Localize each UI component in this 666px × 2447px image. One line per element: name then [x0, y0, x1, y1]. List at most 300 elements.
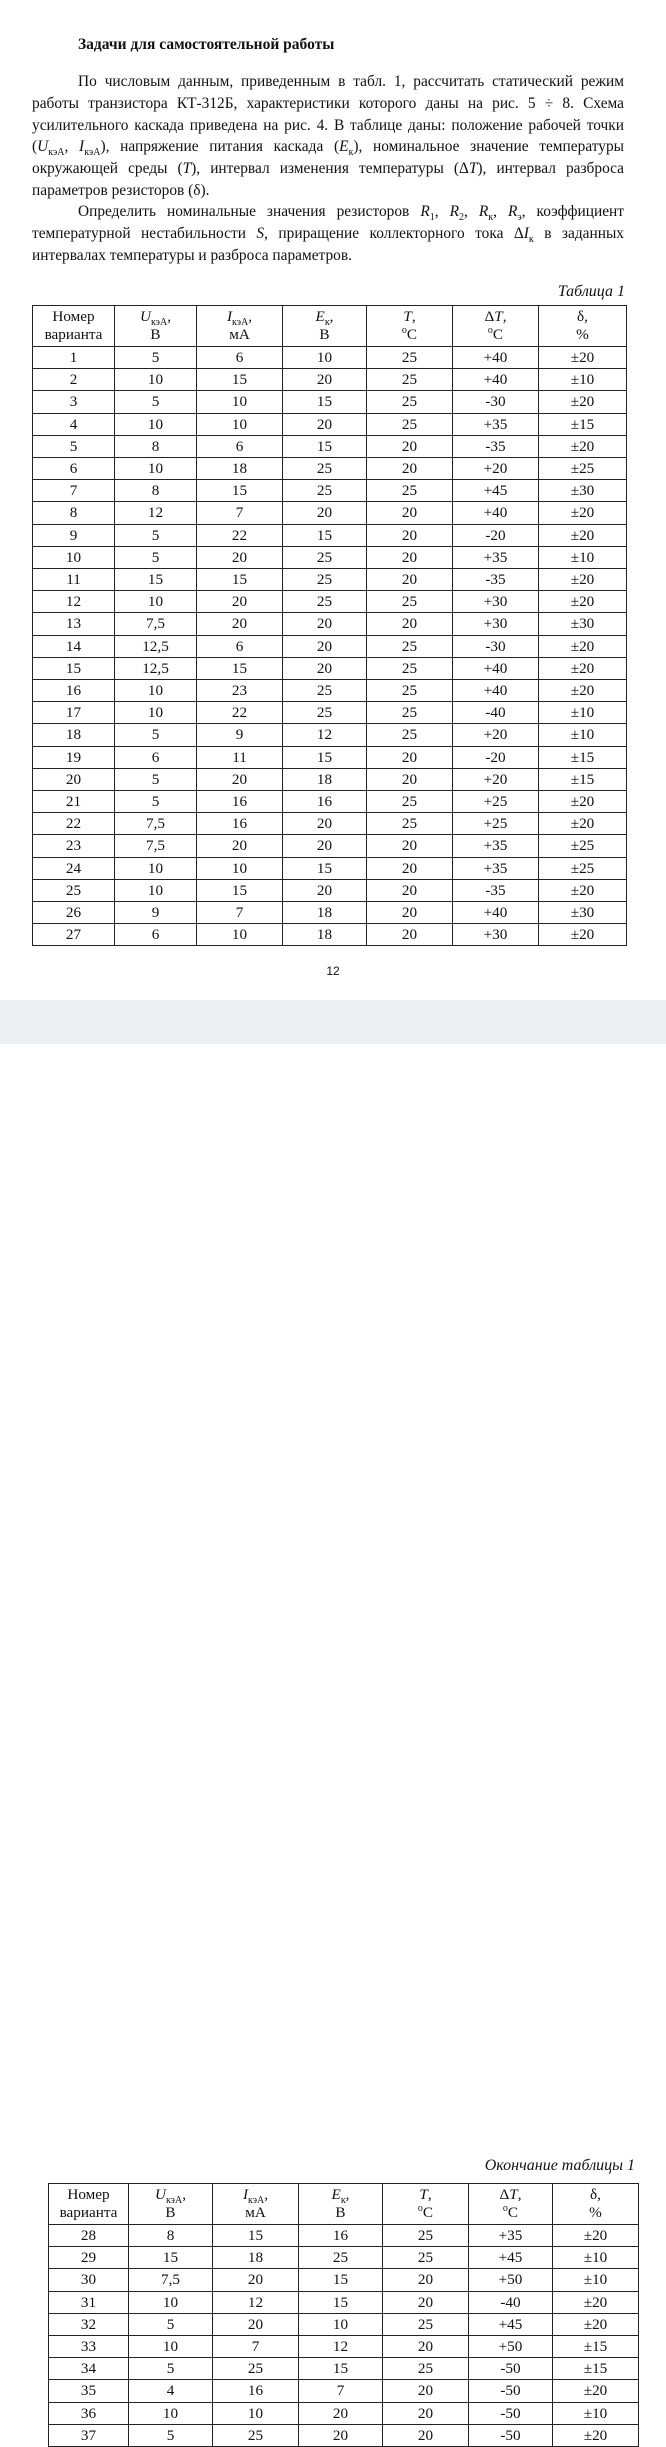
table-cell: 26: [33, 902, 115, 924]
table-cell: 25: [383, 2358, 469, 2380]
table-cell: 15: [197, 369, 283, 391]
table-cell: -30: [453, 391, 539, 413]
table-cell: 31: [49, 2291, 129, 2313]
table-cell: ±25: [539, 458, 627, 480]
table-row: [33, 702, 627, 724]
table-cell: -35: [453, 435, 539, 457]
table-cell: 25: [283, 458, 367, 480]
table-cell: 20: [367, 524, 453, 546]
table-cell: 7,5: [115, 613, 197, 635]
table-cell: 14: [33, 635, 115, 657]
table-cell: ±15: [553, 2358, 639, 2380]
table-cell: +35: [453, 835, 539, 857]
table-cell: 25: [383, 2313, 469, 2335]
table-cell: 15: [197, 657, 283, 679]
table-cell: 5: [115, 791, 197, 813]
table-cell: 7: [197, 502, 283, 524]
table-cell: ±20: [539, 347, 627, 369]
table-cell: ±10: [539, 702, 627, 724]
table-cell: 12: [299, 2336, 383, 2358]
table-cell: ±20: [539, 635, 627, 657]
table-cell: 12: [213, 2291, 299, 2313]
table-cell: 25: [367, 657, 453, 679]
table-cell: 3: [33, 391, 115, 413]
table-cell: 12: [33, 591, 115, 613]
table-cell: 22: [197, 702, 283, 724]
table-cell: 20: [283, 613, 367, 635]
table-cell: 20: [383, 2336, 469, 2358]
table-cell: -50: [469, 2424, 553, 2446]
table-row: [33, 924, 627, 946]
table-cell: 10: [115, 413, 197, 435]
table-cell: 5: [115, 524, 197, 546]
table-cell: 25: [367, 480, 453, 502]
column-header: T, $^о$С: [383, 2184, 469, 2225]
table-cell: 16: [299, 2225, 383, 2247]
table-cell: 15: [197, 879, 283, 901]
table-cell: 20: [367, 924, 453, 946]
table-cell: 10: [115, 369, 197, 391]
table-row: [33, 791, 627, 813]
table-cell: 20: [283, 879, 367, 901]
table-cell: ±15: [539, 413, 627, 435]
table-cell: 27: [33, 924, 115, 946]
table-cell: 6: [115, 746, 197, 768]
table-cell: 20: [367, 879, 453, 901]
table-cell: 20: [283, 413, 367, 435]
table-cell: 16: [197, 813, 283, 835]
table-cell: 20: [197, 768, 283, 790]
table-cell: -40: [469, 2291, 553, 2313]
table-cell: 10: [129, 2336, 213, 2358]
table-row: [33, 569, 627, 591]
table-cell: 25: [367, 369, 453, 391]
table-cell: 16: [213, 2380, 299, 2402]
table-cell: 7,5: [115, 813, 197, 835]
table-cell: 20: [383, 2380, 469, 2402]
table-cell: 9: [33, 524, 115, 546]
table-cell: 8: [129, 2225, 213, 2247]
table-cell: 10: [115, 680, 197, 702]
table-cell: 25: [283, 480, 367, 502]
table-cell: 20: [367, 857, 453, 879]
table-cell: 20: [283, 835, 367, 857]
table-cell: 5: [129, 2358, 213, 2380]
table-row: [49, 2380, 639, 2402]
table-cell: 20: [283, 502, 367, 524]
table-cell: 25: [367, 635, 453, 657]
column-header: $I_{кэА}$, мА: [197, 306, 283, 347]
table-cell: 10: [213, 2402, 299, 2424]
table-cell: 18: [213, 2247, 299, 2269]
section-heading: Задачи для самостоятельной работы: [78, 36, 335, 53]
table-cell: 10: [283, 347, 367, 369]
task-paragraph: По числовым данным, приведенным в табл. 1, рассчитать статический режим работы транзистора КТ-312Б, характеристики которого даны на рис. 5 ÷ 8. Схема усилительного каскада приведена на рис. 4. В таблице даны: положение рабочей точки ($U_{кэА}$, $I_{кэА}$), напряжение питания каскада $(E_к)$, номинальное значение температуры окружающей среды (T), интервал изменения температуры (ΔT), интервал разброса параметров резисторов (δ).: [32, 73, 625, 199]
column-header: Номер варианта: [49, 2184, 129, 2225]
table-cell: 10: [115, 702, 197, 724]
table-row: [33, 391, 627, 413]
table-cell: 25: [367, 813, 453, 835]
table-cell: 10: [299, 2313, 383, 2335]
table-cell: 11: [33, 569, 115, 591]
table-cell: 32: [49, 2313, 129, 2335]
table-cell: ±20: [553, 2380, 639, 2402]
table-cell: 5: [33, 435, 115, 457]
table-cell: 5: [129, 2313, 213, 2335]
table-cell: 20: [367, 835, 453, 857]
table-cell: 6: [197, 635, 283, 657]
table-row: [49, 2225, 639, 2247]
table-cell: +40: [453, 902, 539, 924]
table-cell: 25: [33, 879, 115, 901]
table-cell: 25: [367, 391, 453, 413]
table-row: [49, 2336, 639, 2358]
column-header: ΔT, $^о$С: [453, 306, 539, 347]
table-row: [33, 369, 627, 391]
table-cell: 7: [213, 2336, 299, 2358]
table-cell: 20: [283, 369, 367, 391]
table-cell: 5: [129, 2424, 213, 2446]
table-cell: 22: [197, 524, 283, 546]
table-cell: 12,5: [115, 657, 197, 679]
table-cell: 20: [367, 613, 453, 635]
table-cell: 15: [213, 2225, 299, 2247]
table-cell: ±10: [539, 546, 627, 568]
table-cell: ±20: [539, 791, 627, 813]
table-cell: 20: [367, 458, 453, 480]
table-cell: 25: [213, 2358, 299, 2380]
table-cell: 20: [383, 2424, 469, 2446]
table-cell: 20: [283, 635, 367, 657]
table-row: [49, 2358, 639, 2380]
table-cell: 1: [33, 347, 115, 369]
table-cell: ±20: [553, 2424, 639, 2446]
table-row: [33, 591, 627, 613]
table-cell: 21: [33, 791, 115, 813]
table-cell: 5: [115, 724, 197, 746]
table-row: [49, 2402, 639, 2424]
table-cell: 25: [383, 2247, 469, 2269]
table-cell: +45: [469, 2313, 553, 2335]
table-cell: 12,5: [115, 635, 197, 657]
table-cell: ±10: [539, 724, 627, 746]
table-cell: -20: [453, 746, 539, 768]
table-cell: +25: [453, 791, 539, 813]
table-cell: ±20: [539, 591, 627, 613]
table-cell: +35: [453, 857, 539, 879]
table-cell: 37: [49, 2424, 129, 2446]
table-cell: 15: [299, 2269, 383, 2291]
page-separator: [0, 1000, 666, 1044]
table-cell: 20: [383, 2291, 469, 2313]
table-row: [33, 902, 627, 924]
table-cell: 25: [367, 413, 453, 435]
table-cell: ±15: [539, 768, 627, 790]
table-cell: 24: [33, 857, 115, 879]
variants-table-continuation: [48, 2183, 639, 2447]
table-row: [33, 524, 627, 546]
table-row: [49, 2313, 639, 2335]
table-cell: 25: [367, 724, 453, 746]
table-row: [49, 2269, 639, 2291]
table-cell: 15: [283, 391, 367, 413]
table-cell: 23: [197, 680, 283, 702]
table-cell: -50: [469, 2380, 553, 2402]
table-row: [33, 458, 627, 480]
table-cell: 30: [49, 2269, 129, 2291]
table-cell: 15: [283, 746, 367, 768]
page-number: 12: [326, 964, 340, 978]
table-cell: 20: [197, 835, 283, 857]
table-row: [33, 635, 627, 657]
document-page-1: [0, 0, 666, 1000]
table-cell: 18: [283, 902, 367, 924]
table-cell: ±20: [539, 435, 627, 457]
table-row: [33, 879, 627, 901]
table-cell: 25: [283, 702, 367, 724]
table-cell: ±20: [539, 502, 627, 524]
table-cell: 16: [283, 791, 367, 813]
table-row: [33, 724, 627, 746]
table-cell: 9: [197, 724, 283, 746]
table-cell: 20: [213, 2313, 299, 2335]
table-cell: 20: [197, 546, 283, 568]
column-header: $E_к$, В: [299, 2184, 383, 2225]
table-cell: 25: [367, 791, 453, 813]
table-cell: 16: [197, 791, 283, 813]
table-cell: 20: [367, 502, 453, 524]
table-cell: +40: [453, 369, 539, 391]
table-cell: 20: [367, 746, 453, 768]
table-row: [33, 613, 627, 635]
table-row: [33, 768, 627, 790]
table-cell: ±10: [553, 2269, 639, 2291]
table-cell: 5: [115, 768, 197, 790]
table-cell: 10: [197, 391, 283, 413]
table-cell: 7: [299, 2380, 383, 2402]
table-cell: 20: [213, 2269, 299, 2291]
table-cell: 20: [367, 546, 453, 568]
table-cell: -30: [453, 635, 539, 657]
table-cell: 20: [197, 591, 283, 613]
table-cell: 10: [115, 857, 197, 879]
table-cell: 15: [283, 435, 367, 457]
table-cell: -35: [453, 569, 539, 591]
table-cell: 7: [197, 902, 283, 924]
table-cell: 10: [197, 857, 283, 879]
table-cell: ±15: [539, 746, 627, 768]
table-cell: 18: [33, 724, 115, 746]
column-header: $I_{кэА}$, мА: [213, 2184, 299, 2225]
document-page-2: [0, 1044, 666, 2444]
table-cell: +30: [453, 591, 539, 613]
table-cell: -50: [469, 2358, 553, 2380]
table-cell: 10: [129, 2291, 213, 2313]
table-cell: ±10: [553, 2402, 639, 2424]
table-row: [33, 835, 627, 857]
table-cell: 25: [283, 680, 367, 702]
table-cell: ±10: [553, 2247, 639, 2269]
table-cell: 25: [367, 702, 453, 724]
column-header: Номер варианта: [33, 306, 115, 347]
table-cell: ±20: [539, 680, 627, 702]
table-cell: 25: [283, 591, 367, 613]
column-header: δ, %: [553, 2184, 639, 2225]
table-cell: 8: [33, 502, 115, 524]
table-row: [33, 813, 627, 835]
table-cell: 15: [129, 2247, 213, 2269]
table-cell: 5: [115, 391, 197, 413]
table-cell: 25: [299, 2247, 383, 2269]
table-cell: 10: [129, 2402, 213, 2424]
table-cell: 4: [33, 413, 115, 435]
table-cell: 25: [283, 546, 367, 568]
column-header: T, $^о$С: [367, 306, 453, 347]
variants-table: [32, 305, 627, 946]
table-cell: 10: [115, 458, 197, 480]
table-cell: 15: [299, 2291, 383, 2313]
table-cell: ±25: [539, 835, 627, 857]
table-cell: 6: [197, 347, 283, 369]
table-cell: +35: [453, 546, 539, 568]
table-cell: 28: [49, 2225, 129, 2247]
table-cell: ±30: [539, 902, 627, 924]
table-cell: 2: [33, 369, 115, 391]
table-cell: -20: [453, 524, 539, 546]
table-cell: 20: [197, 613, 283, 635]
table-cell: 34: [49, 2358, 129, 2380]
table-cell: 15: [197, 569, 283, 591]
table-cell: 36: [49, 2402, 129, 2424]
table-cell: ±20: [539, 813, 627, 835]
table-cell: 7: [33, 480, 115, 502]
table-cell: ±15: [553, 2336, 639, 2358]
table-header-row: [49, 2184, 639, 2225]
table-cell: ±30: [539, 480, 627, 502]
table-cell: 9: [115, 902, 197, 924]
table-row: [33, 502, 627, 524]
table-cell: 20: [33, 768, 115, 790]
table-cell: 25: [283, 569, 367, 591]
table-cell: 25: [367, 347, 453, 369]
table-cell: 18: [197, 458, 283, 480]
table-cell: 15: [33, 657, 115, 679]
table-cell: 17: [33, 702, 115, 724]
table-cell: 20: [367, 435, 453, 457]
table-cell: +30: [453, 924, 539, 946]
table-cell: ±20: [553, 2225, 639, 2247]
table-cell: 18: [283, 768, 367, 790]
table-row: [33, 435, 627, 457]
table-cell: 13: [33, 613, 115, 635]
column-header: δ, %: [539, 306, 627, 347]
table-cell: 20: [283, 657, 367, 679]
table-continuation-caption: Окончание таблицы 1: [484, 2157, 635, 2174]
table-cell: 18: [283, 924, 367, 946]
table-row: [33, 857, 627, 879]
table-cell: ±20: [539, 524, 627, 546]
table-cell: +45: [469, 2247, 553, 2269]
table-row: [33, 347, 627, 369]
table-cell: 16: [33, 680, 115, 702]
table-cell: +40: [453, 347, 539, 369]
table-cell: 10: [197, 924, 283, 946]
table-cell: 6: [197, 435, 283, 457]
table-cell: 8: [115, 435, 197, 457]
table-row: [49, 2247, 639, 2269]
table-cell: 25: [383, 2225, 469, 2247]
table-cell: +20: [453, 724, 539, 746]
table-cell: 20: [367, 569, 453, 591]
table-row: [49, 2291, 639, 2313]
table-cell: 20: [299, 2424, 383, 2446]
table-cell: +20: [453, 768, 539, 790]
table-cell: 25: [367, 680, 453, 702]
table-cell: ±20: [539, 657, 627, 679]
table-cell: +20: [453, 458, 539, 480]
table-cell: ±20: [539, 924, 627, 946]
table-cell: ±20: [539, 879, 627, 901]
table-cell: ±20: [539, 569, 627, 591]
table-cell: -35: [453, 879, 539, 901]
table-row: [33, 680, 627, 702]
table-cell: 15: [299, 2358, 383, 2380]
table-cell: 10: [33, 546, 115, 568]
table-cell: 20: [299, 2402, 383, 2424]
table-row: [49, 2424, 639, 2446]
table-row: [33, 413, 627, 435]
table-row: [33, 546, 627, 568]
table-cell: 5: [115, 546, 197, 568]
table-cell: +30: [453, 613, 539, 635]
table-cell: 20: [367, 902, 453, 924]
table-cell: ±20: [553, 2291, 639, 2313]
table-cell: 15: [283, 524, 367, 546]
table-cell: 7,5: [115, 835, 197, 857]
table-cell: 35: [49, 2380, 129, 2402]
table-caption: Таблица 1: [557, 283, 625, 300]
table-cell: 29: [49, 2247, 129, 2269]
table-cell: -40: [453, 702, 539, 724]
table-cell: 22: [33, 813, 115, 835]
table-row: [33, 746, 627, 768]
table-cell: -50: [469, 2402, 553, 2424]
table-cell: +40: [453, 502, 539, 524]
table-cell: 10: [115, 879, 197, 901]
table-cell: +50: [469, 2336, 553, 2358]
table-cell: 8: [115, 480, 197, 502]
table-cell: +35: [469, 2225, 553, 2247]
column-header: $E_к$, В: [283, 306, 367, 347]
table-row: [33, 480, 627, 502]
table-cell: +25: [453, 813, 539, 835]
table-cell: 15: [283, 857, 367, 879]
table-cell: 6: [33, 458, 115, 480]
table-cell: 20: [283, 813, 367, 835]
table-cell: 10: [197, 413, 283, 435]
table-cell: 15: [115, 569, 197, 591]
table-cell: 7,5: [129, 2269, 213, 2291]
table-cell: +35: [453, 413, 539, 435]
table-cell: +40: [453, 657, 539, 679]
table-cell: 20: [367, 768, 453, 790]
task-paragraph-determine: Определить номинальные значения резисторов $R_1$, $R_2$, $R_к$, $R_э$, коэффициент температурной нестабильности S, приращение коллекторного тока $\Delta I_к$ в заданных интервалах температуры и разброса параметров.: [32, 203, 625, 264]
table-cell: 12: [115, 502, 197, 524]
table-cell: 11: [197, 746, 283, 768]
table-cell: 5: [115, 347, 197, 369]
table-cell: 10: [115, 591, 197, 613]
table-cell: 25: [213, 2424, 299, 2446]
